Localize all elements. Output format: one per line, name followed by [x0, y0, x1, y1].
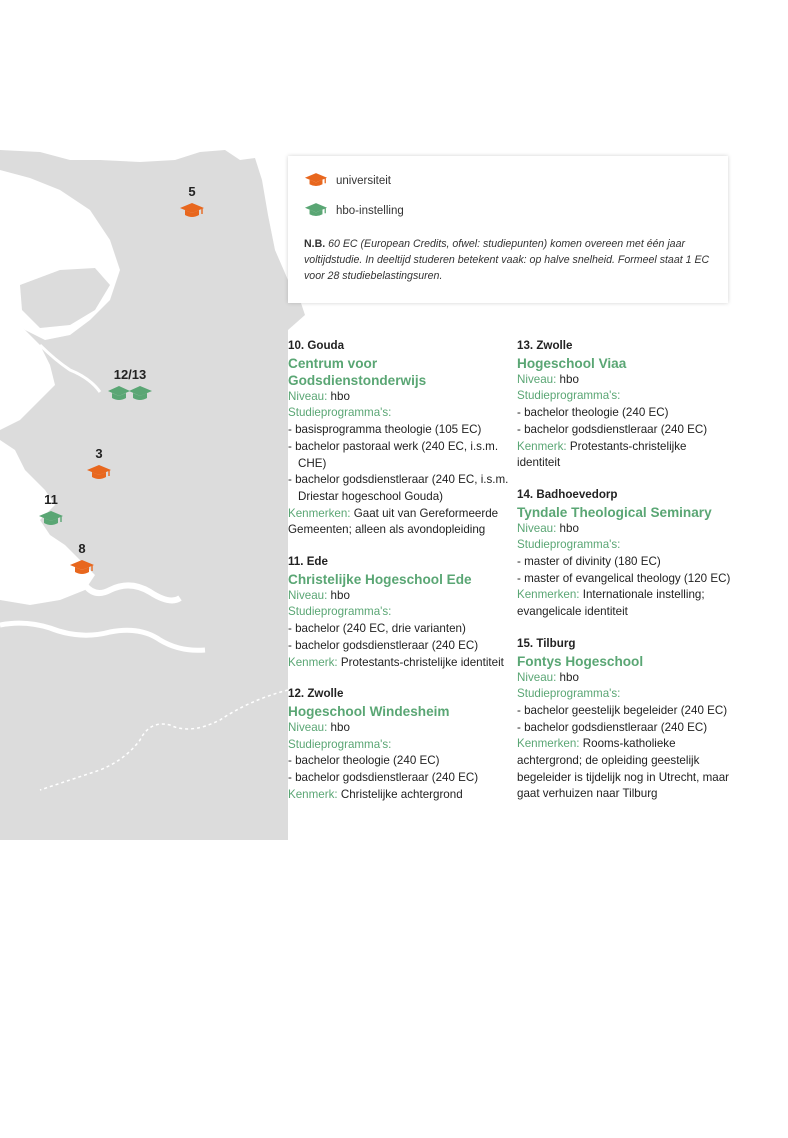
note-text: 60 EC (European Credits, ofwel: studiepunten) komen overeen met één jaar voltijdstudie. In deeltijd studeren betekent vaak: op halve snelheid. Formeel staat 1 EC voor 28 studiebelastingsuren.	[304, 238, 710, 282]
entry-niveau: Niveau: hbo	[288, 389, 350, 403]
entry-10	[288, 338, 518, 539]
program-item: - master of divinity (180 EC)	[517, 555, 661, 569]
program-item: - bachelor theologie (240 EC)	[517, 406, 669, 420]
entry-11	[288, 554, 518, 671]
map-marker-12-13[interactable]	[100, 367, 160, 403]
marker-label: 3	[95, 446, 103, 461]
entry-niveau: Niveau: hbo	[517, 521, 579, 535]
graduation-cap-icon	[69, 559, 95, 577]
entry-niveau: Niveau: hbo	[288, 720, 350, 734]
entry-12	[288, 686, 518, 803]
program-item: - bachelor geestelijk begeleider (240 EC)	[517, 703, 728, 717]
legend-note	[304, 236, 716, 284]
program-item: - basisprogramma theologie (105 EC)	[288, 423, 482, 437]
entry-kenmerk: Kenmerk: Protestants-christelijke identiteit	[517, 439, 687, 470]
graduation-cap-icon	[86, 464, 112, 482]
marker-label: 5	[188, 184, 196, 199]
graduation-cap-icon	[107, 385, 153, 403]
entry-niveau: Niveau: hbo	[517, 372, 579, 386]
entry-heading: 13. Zwolle	[517, 339, 573, 352]
program-item: - bachelor godsdienstleraar (240 EC)	[288, 771, 479, 785]
entry-niveau: Niveau: hbo	[288, 588, 350, 602]
program-item: - master of evangelical theology (120 EC)	[517, 571, 731, 585]
entry-name: Tyndale Theological Seminary	[517, 504, 712, 520]
legend-label: universiteit	[336, 174, 391, 187]
legend-universiteit	[304, 172, 391, 189]
entry-kenmerk: Kenmerk: Protestants-christelijke identiteit	[288, 655, 504, 669]
legend-hbo	[304, 202, 404, 219]
entry-heading: 10. Gouda	[288, 339, 345, 352]
entry-niveau: Niveau: hbo	[517, 670, 579, 684]
map-marker-11[interactable]	[21, 492, 81, 528]
entry-kenmerk: Kenmerken: Internationale instelling; evangelicale identiteit	[517, 588, 705, 619]
entry-programs-label: Studieprogramma's:	[517, 687, 621, 701]
program-item: - bachelor godsdienstleraar (240 EC)	[288, 638, 479, 652]
entry-kenmerk: Kenmerken: Gaat uit van Gereformeerde Gemeenten; alleen als avondopleiding	[288, 506, 499, 537]
entry-name: Hogeschool Viaa	[517, 355, 627, 371]
entries-column-left	[288, 338, 518, 818]
entry-name: Christelijke Hogeschool Ede	[288, 571, 472, 587]
entry-name: Fontys Hogeschool	[517, 653, 644, 669]
entry-programs-label: Studieprogramma's:	[288, 605, 392, 619]
entry-programs-label: Studieprogramma's:	[288, 406, 392, 420]
entries-column-right	[517, 338, 732, 818]
map-marker-8[interactable]	[52, 541, 112, 577]
program-item: - bachelor godsdienstleraar (240 EC)	[517, 720, 708, 734]
marker-label: 11	[44, 492, 58, 507]
legend-label: hbo-instelling	[336, 204, 404, 217]
graduation-cap-icon	[179, 202, 205, 220]
entry-name: Centrum voor Godsdienstonderwijs	[288, 355, 427, 388]
entry-name: Hogeschool Windesheim	[288, 703, 450, 719]
legend-box	[288, 156, 728, 303]
entry-kenmerk: Kenmerk: Christelijke achtergrond	[288, 787, 463, 801]
program-item: - bachelor theologie (240 EC)	[288, 754, 440, 768]
program-item: - bachelor godsdienstleraar (240 EC, i.s.m. Driestar hogeschool Gouda)	[288, 473, 509, 503]
entry-heading: 12. Zwolle	[288, 687, 344, 701]
graduation-cap-icon	[304, 202, 328, 219]
entry-14	[517, 487, 732, 621]
entry-kenmerk: Kenmerken: Rooms-katholieke achtergrond; de opleiding geestelijk begeleider is tijdelijk nog in Utrecht, maar gaat verhuizen naar Tilburg	[517, 737, 730, 801]
entry-15	[517, 636, 732, 803]
marker-label: 8	[78, 541, 86, 556]
map-marker-5[interactable]	[162, 184, 222, 220]
program-item: - bachelor godsdienstleraar (240 EC)	[517, 422, 708, 436]
entry-heading: 11. Ede	[288, 555, 328, 569]
note-label: N.B.	[304, 238, 326, 250]
entry-heading: 14. Badhoevedorp	[517, 487, 618, 501]
program-item: - bachelor pastoraal werk (240 EC, i.s.m. CHE)	[288, 439, 499, 470]
entry-programs-label: Studieprogramma's:	[517, 389, 621, 403]
marker-label: 12/13	[113, 367, 147, 382]
graduation-cap-icon	[38, 510, 64, 528]
program-item: - bachelor (240 EC, drie varianten)	[288, 622, 466, 636]
map-marker-3[interactable]	[69, 446, 129, 482]
entry-heading: 15. Tilburg	[517, 636, 576, 650]
entry-programs-label: Studieprogramma's:	[288, 737, 392, 751]
graduation-cap-icon	[304, 172, 328, 189]
entry-13	[517, 338, 732, 472]
entry-programs-label: Studieprogramma's:	[517, 538, 621, 552]
